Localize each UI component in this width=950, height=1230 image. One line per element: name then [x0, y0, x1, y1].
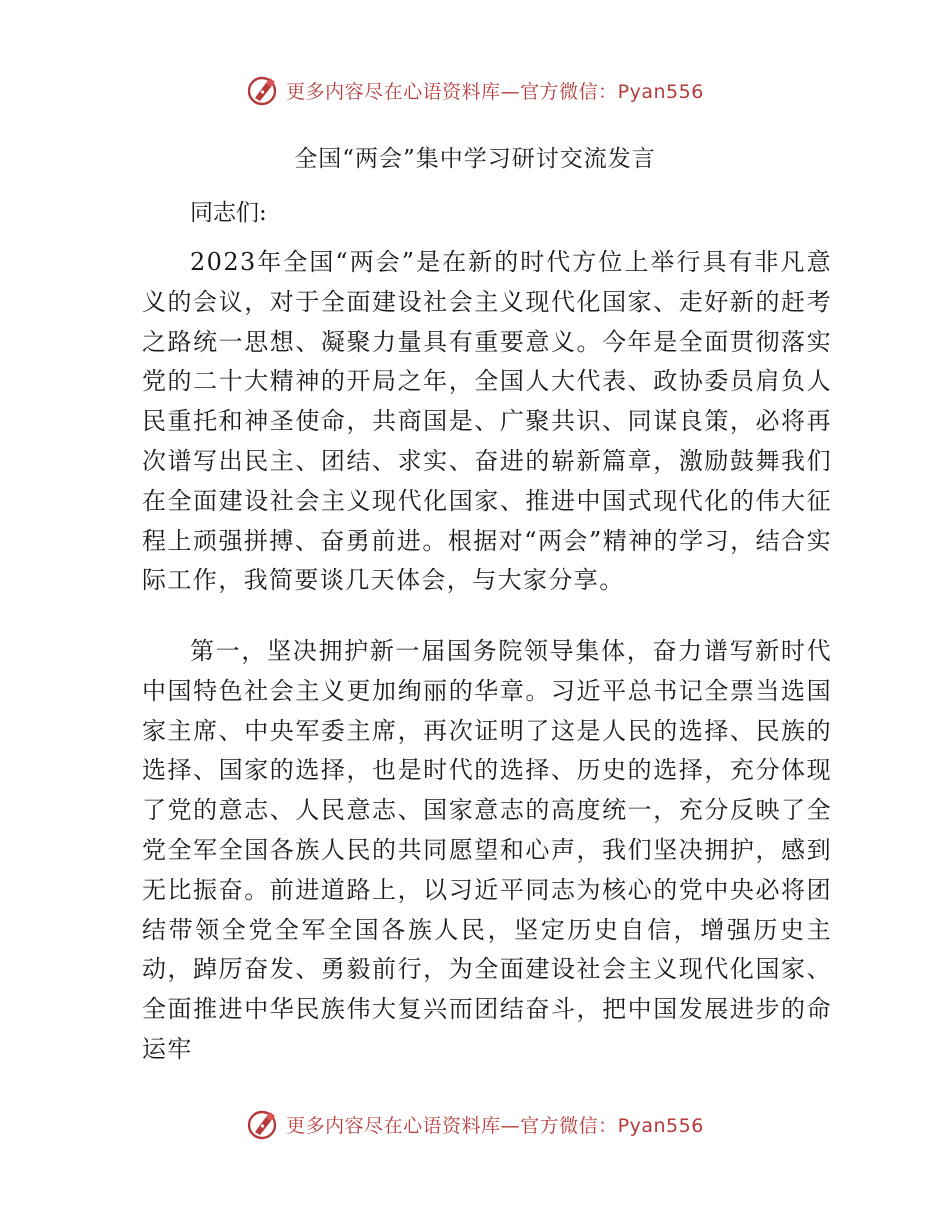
salutation: 同志们: [190, 200, 267, 226]
footer-watermark-banner [0, 1102, 950, 1146]
footer-watermark-text: 更多内容尽在心语资料库—官方微信：Pyan556 [286, 1114, 704, 1137]
paragraph-point-one: 第一，坚决拥护新一届国务院领导集体，奋力谱写新时代中国特色社会主义更加绚丽的华章。习近平总书记全票当选国家主席、中央军委主席，再次证明了这是人民的选择、民族的选择、国家的选择，也是时代的选择、历史的选择，充分体现了党的意志、人民意志、国家意志的高度统一，充分反映了全党全军全国各族人民的共同愿望和心声，我们坚决拥护，感到无比振奋。前进道路上，以习近平同志为核心的党中央必将团结带领全党全军全国各族人民，坚定历史自信，增强历史主动，踔厉奋发、勇毅前行，为全面建设社会主义现代化国家、全面推进中华民族伟大复兴而团结奋斗，把中国发展进步的命运牢 [142, 637, 832, 1063]
paragraph-intro: 2023年全国“两会”是在新的时代方位上举行具有非凡意义的会议，对于全面建设社会主义现代化国家、走好新的赶考之路统一思想、凝聚力量具有重要意义。今年是全面贯彻落实党的二十大精神的开局之年，全国人大代表、政协委员肩负人民重托和神圣使命，共商国是、广聚共识、同谋良策，必将再次谱写出民主、团结、求实、奋进的崭新篇章，激励鼓舞我们在全面建设社会主义现代化国家、推进中国式现代化的伟大征程上顽强拼搏、奋勇前进。根据对“两会”精神的学习，结合实际工作，我简要谈几天体会，与大家分享。 [142, 248, 832, 595]
header-watermark-banner [0, 68, 950, 112]
document-title: 全国“两会”集中学习研讨交流发言 [294, 146, 656, 172]
header-watermark-text: 更多内容尽在心语资料库—官方微信：Pyan556 [286, 80, 704, 103]
pen-nib-logo-icon [246, 1108, 278, 1140]
pen-nib-logo-icon [246, 74, 278, 106]
